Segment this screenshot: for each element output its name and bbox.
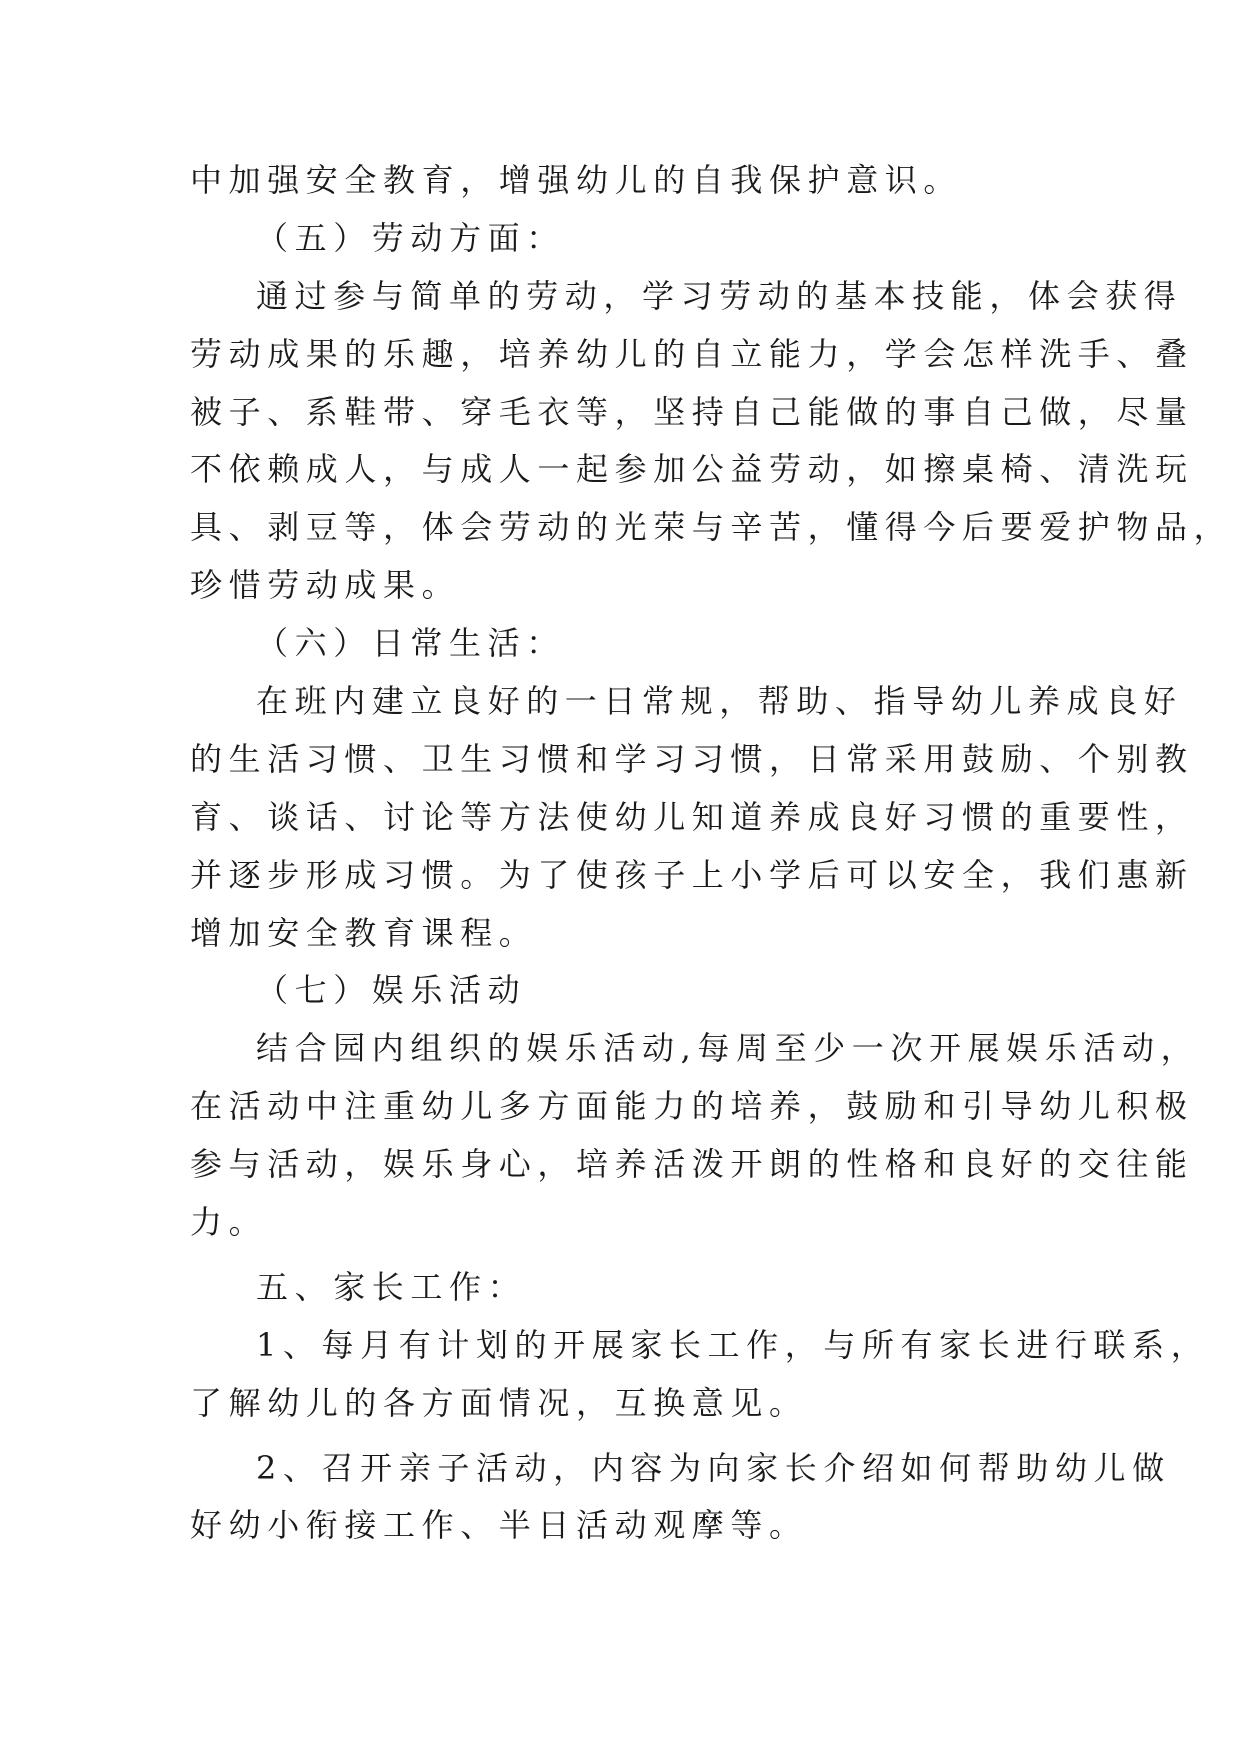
text-line: 好幼小衔接工作、半日活动观摩等。 — [190, 1506, 808, 1545]
section-heading-recreation: （七）娱乐活动 — [256, 971, 527, 1010]
text-line: 具、剥豆等，体会劳动的光荣与辛苦，懂得今后要爱护物品， — [190, 508, 1233, 547]
text-line: 在班内建立良好的一日常规，帮助、指导幼儿养成良好 — [256, 682, 1183, 721]
document-body — [190, 152, 1233, 1555]
text-line: 2、召开亲子活动，内容为向家长介绍如何帮助幼儿做 — [256, 1448, 1171, 1487]
text-line: 中加强安全教育，增强幼儿的自我保护意识。 — [190, 161, 963, 199]
text-line: 增加安全教育课程。 — [190, 913, 538, 952]
text-line: 在活动中注重幼儿多方面能力的培养，鼓励和引导幼儿积极 — [190, 1087, 1194, 1126]
text-line: 1、每月有计划的开展家长工作，与所有家长进行联系， — [256, 1325, 1210, 1364]
text-line: 珍惜劳动成果。 — [190, 566, 461, 605]
text-line: 参与活动，娱乐身心，培养活泼开朗的性格和良好的交往能 — [190, 1145, 1194, 1184]
text-line: 劳动成果的乐趣，培养幼儿的自立能力，学会怎样洗手、叠 — [190, 334, 1194, 373]
section-heading-labor: （五）劳动方面： — [256, 218, 565, 257]
text-line: 育、谈话、讨论等方法使幼儿知道养成良好习惯的重要性， — [190, 797, 1194, 836]
text-line: 结合园内组织的娱乐活动,每周至少一次开展娱乐活动， — [256, 1029, 1200, 1068]
section-heading-daily-life: （六）日常生活： — [256, 624, 565, 663]
text-line: 通过参与简单的劳动，学习劳动的基本技能，体会获得 — [256, 276, 1183, 315]
text-line: 不依赖成人，与成人一起参加公益劳动，如擦桌椅、清洗玩 — [190, 450, 1194, 489]
section-heading-parent-work: 五、家长工作： — [256, 1267, 527, 1306]
text-line: 被子、系鞋带、穿毛衣等，坚持自己能做的事自己做，尽量 — [190, 392, 1194, 431]
text-line: 了解幼儿的各方面情况，互换意见。 — [190, 1383, 808, 1422]
text-line: 力。 — [190, 1203, 268, 1242]
text-line: 并逐步形成习惯。为了使孩子上小学后可以安全，我们惠新 — [190, 855, 1194, 894]
text-line: 的生活习惯、卫生习惯和学习习惯，日常采用鼓励、个别教 — [190, 739, 1194, 778]
